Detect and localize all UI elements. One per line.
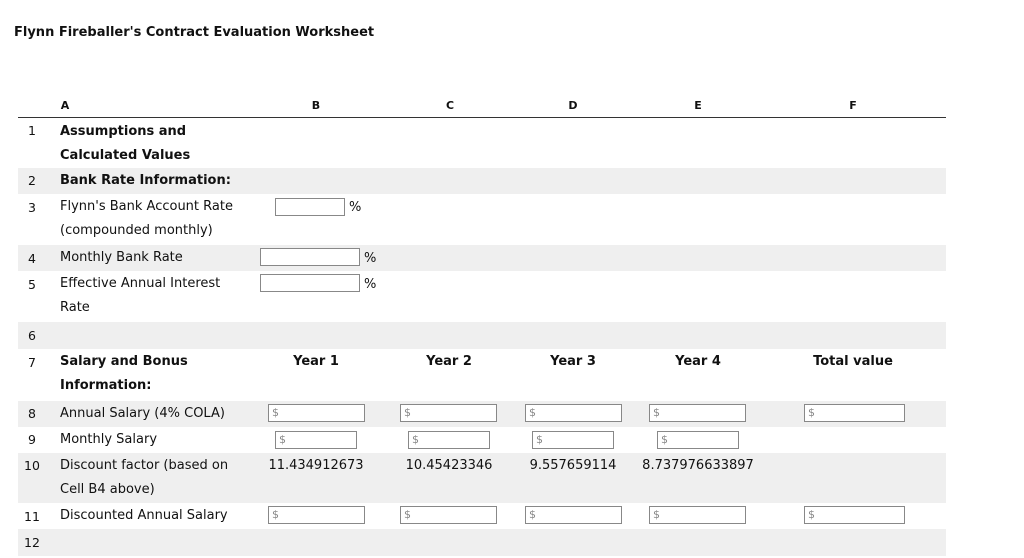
bank-account-rate-input[interactable] <box>275 198 345 216</box>
discounted-salary-total-input[interactable]: $ <box>804 506 905 524</box>
year-1-heading: Year 1 <box>293 354 339 369</box>
row-4 <box>18 245 946 271</box>
column-header-d: D <box>568 99 578 112</box>
row-3 <box>18 194 946 245</box>
column-header-b: B <box>311 99 321 112</box>
monthly-salary-year3-input[interactable]: $ <box>532 431 614 449</box>
discount-factor-year4: 8.737976633897 <box>642 458 754 473</box>
monthly-bank-rate-input[interactable] <box>260 248 360 266</box>
row-label: Bank Rate Information: <box>60 173 231 188</box>
row-number: 5 <box>28 277 36 292</box>
row-6 <box>18 322 946 349</box>
discount-factor-year3: 9.557659114 <box>529 458 617 473</box>
row-number: 7 <box>28 355 36 370</box>
column-header-c: C <box>445 99 455 112</box>
discounted-salary-year3-input[interactable]: $ <box>525 506 622 524</box>
year-3-heading: Year 3 <box>550 354 596 369</box>
percent-sign: % <box>364 251 377 266</box>
row-number: 10 <box>24 458 40 473</box>
row-label: Effective Annual Interest Rate <box>60 276 221 315</box>
row-number: 4 <box>28 251 36 266</box>
monthly-salary-year1-input[interactable]: $ <box>275 431 357 449</box>
annual-salary-year3-input[interactable]: $ <box>525 404 622 422</box>
row-11 <box>18 503 946 529</box>
row-label: Discounted Annual Salary <box>60 508 228 523</box>
percent-sign: % <box>364 277 377 292</box>
discounted-salary-year1-input[interactable]: $ <box>268 506 365 524</box>
row-label: Annual Salary (4% COLA) <box>60 406 225 421</box>
row-number: 1 <box>28 123 36 138</box>
row-number: 3 <box>28 200 36 215</box>
row-label: Flynn's Bank Account Rate (compounded monthly) <box>60 199 233 238</box>
year-4-heading: Year 4 <box>675 354 721 369</box>
year-2-heading: Year 2 <box>426 354 472 369</box>
row-number: 6 <box>28 328 36 343</box>
discounted-salary-year2-input[interactable]: $ <box>400 506 497 524</box>
percent-sign: % <box>349 200 362 215</box>
row-2 <box>18 168 946 194</box>
total-value-heading: Total value <box>813 354 893 369</box>
row-12 <box>18 529 946 556</box>
row-number: 11 <box>24 509 40 524</box>
column-header-a: A <box>60 99 70 112</box>
row-5 <box>18 271 946 322</box>
row-10 <box>18 453 946 503</box>
monthly-salary-year4-input[interactable]: $ <box>657 431 739 449</box>
worksheet <box>18 95 946 556</box>
row-label: Assumptions and Calculated Values <box>60 124 191 163</box>
page-title: Flynn Fireballer's Contract Evaluation Worksheet <box>14 25 375 40</box>
row-number: 9 <box>28 432 36 447</box>
row-9 <box>18 427 946 453</box>
effective-annual-rate-input[interactable] <box>260 274 360 292</box>
row-1 <box>18 118 946 168</box>
column-header-e: E <box>694 99 702 112</box>
row-7 <box>18 349 946 401</box>
row-8 <box>18 401 946 427</box>
column-header-f: F <box>849 99 857 112</box>
row-number: 8 <box>28 406 36 421</box>
discounted-salary-year4-input[interactable]: $ <box>649 506 746 524</box>
discount-factor-year2: 10.45423346 <box>405 458 493 473</box>
annual-salary-year4-input[interactable]: $ <box>649 404 746 422</box>
row-number: 12 <box>24 535 40 550</box>
annual-salary-year1-input[interactable]: $ <box>268 404 365 422</box>
discount-factor-year1: 11.434912673 <box>268 458 364 473</box>
row-label: Discount factor (based on Cell B4 above) <box>60 458 229 497</box>
row-label: Monthly Bank Rate <box>60 250 183 265</box>
row-label: Monthly Salary <box>60 432 158 447</box>
annual-salary-year2-input[interactable]: $ <box>400 404 497 422</box>
annual-salary-total-input[interactable]: $ <box>804 404 905 422</box>
row-label: Salary and Bonus Information: <box>60 354 188 393</box>
column-header-row <box>18 95 946 118</box>
row-number: 2 <box>28 173 36 188</box>
monthly-salary-year2-input[interactable]: $ <box>408 431 490 449</box>
